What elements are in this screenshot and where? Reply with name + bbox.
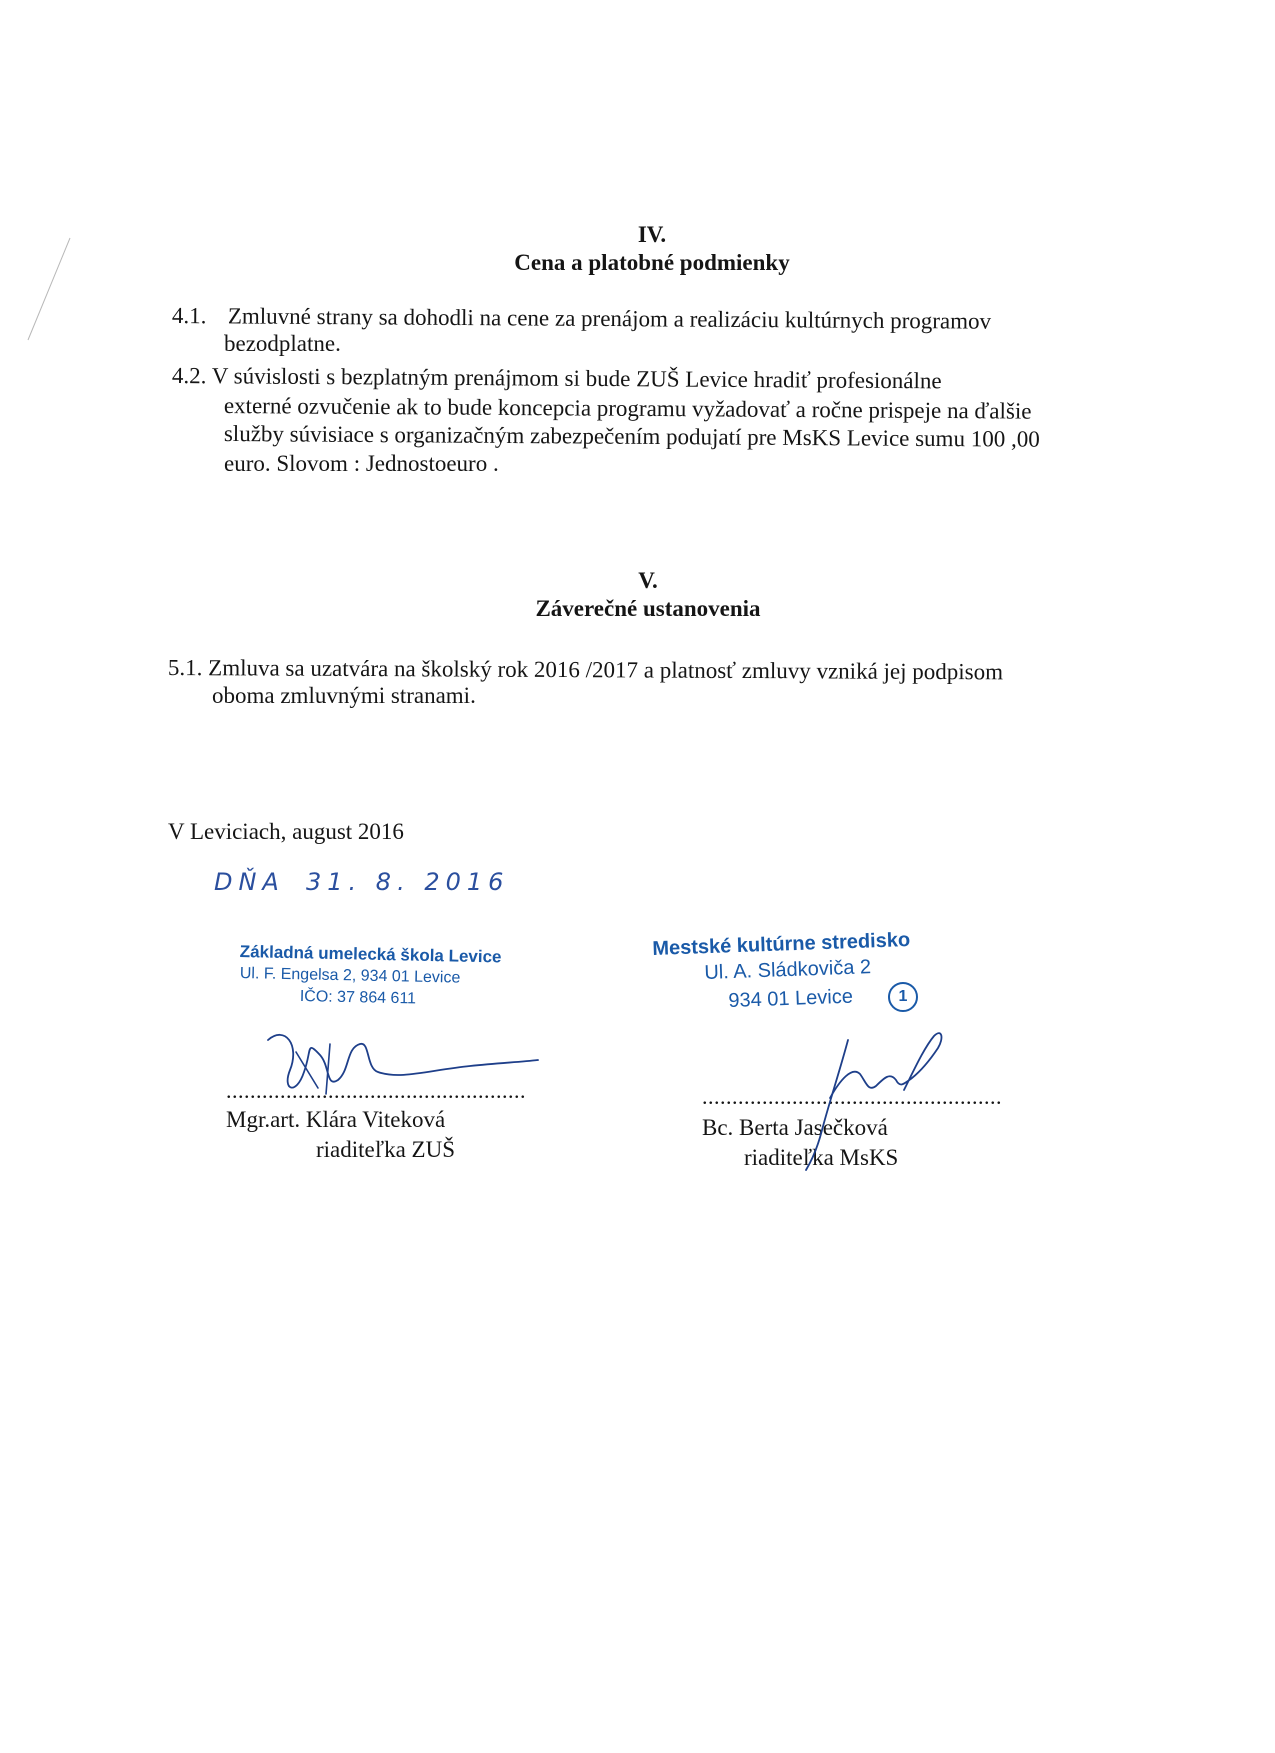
signature-right-stem (806, 1040, 848, 1170)
signature-left-scribble (268, 1035, 538, 1088)
stamp-left-line-2: Ul. F. Engelsa 2, 934 01 Levice (239, 965, 461, 987)
signature-left-stroke (296, 1044, 330, 1094)
signature-left-name: Mgr.art. Klára Viteková (226, 1107, 446, 1132)
handwritten-date-prefix: DŇA (214, 868, 285, 896)
stamp-right-line-2: Ul. A. Sládkoviča 2 (704, 956, 872, 984)
section-5-title: Záverečné ustanovenia (535, 596, 761, 621)
clause-number: 4.1. (171, 302, 207, 329)
clause-line: V súvislosti s bezplatným prenájmom si bude ZUŠ Levice hradiť profesionálne (211, 363, 942, 394)
signature-left-role: riaditeľka ZUŠ (316, 1137, 455, 1162)
clause-line: Zmluva sa uzatvára na školský rok 2016 /2017 a platnosť zmluvy vzniká jej podpisom (208, 655, 1004, 685)
signature-left-dots: .................................................. (226, 1078, 526, 1103)
clause-line: bezodplatne. (224, 331, 341, 356)
clause-line: Zmluvné strany sa dohodli na cene za prenájom a realizáciu kultúrnych programov (227, 303, 992, 334)
clause-line: oboma zmluvnými stranami. (212, 683, 476, 708)
clause-line: externé ozvučenie ak to bude koncepcia programu vyžadovať a ročne prispeje na ďalšie (223, 392, 1032, 424)
handwritten-date: 31. 8. 2016 (306, 868, 510, 896)
stamp-right-badge: 1 (888, 982, 918, 1012)
scan-artifact-line (28, 238, 70, 340)
stamp-right-line-3: 934 01 Levice (728, 985, 854, 1012)
stamp-left-line-3: IČO: 37 864 611 (299, 988, 417, 1008)
signature-right-role: riaditeľka MsKS (744, 1145, 899, 1170)
clause-number: 4.2. (171, 362, 207, 389)
signature-right-dots: .................................................. (702, 1084, 1002, 1109)
stamp-right-line-1: Mestské kultúrne stredisko (652, 929, 911, 960)
place-date: V Leviciach, august 2016 (168, 819, 404, 844)
section-5-numeral: V. (638, 568, 658, 593)
clause-line: euro. Slovom : Jednostoeuro . (224, 451, 499, 476)
stamp-left-line-1: Základná umelecká škola Levice (239, 942, 502, 967)
section-4-numeral: IV. (637, 222, 667, 247)
signature-right-name: Bc. Berta Jasečková (702, 1115, 888, 1140)
clause-line: služby súvisiace s organizačným zabezpečením podujatí pre MsKS Levice sumu 100 ,00 (223, 420, 1040, 452)
section-4-title: Cena a platobné podmienky (514, 250, 790, 275)
clause-number: 5.1. (167, 655, 203, 681)
